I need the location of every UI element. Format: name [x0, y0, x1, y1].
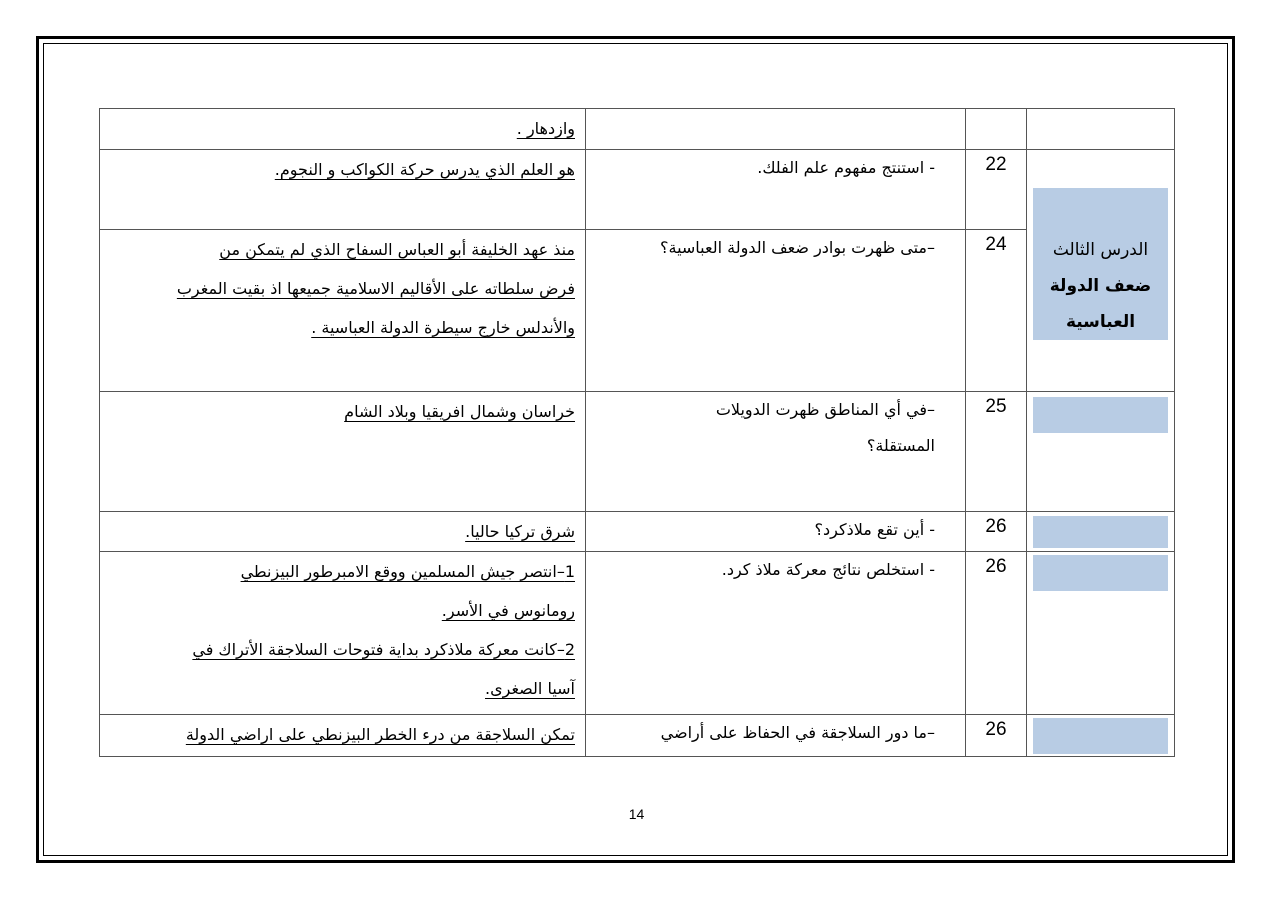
page-cell	[966, 109, 1027, 150]
page-number: 14	[628, 806, 645, 822]
table-row	[100, 552, 1175, 715]
page-cell: 26	[966, 552, 1027, 715]
answer-line: والأندلس خارج سيطرة الدولة العباسية .	[311, 318, 575, 337]
page-cell: 26	[966, 512, 1027, 552]
lesson-cell	[1027, 512, 1175, 552]
lesson-cell	[1027, 552, 1175, 715]
page-cell: 26	[966, 715, 1027, 757]
answer-cell	[100, 715, 586, 757]
answer-cell	[100, 230, 586, 392]
answer-line: منذ عهد الخليفة أبو العباس السفاح الذي لم يتمكن من	[219, 240, 575, 259]
answer-cell	[100, 150, 586, 230]
question-cell: - استنتج مفهوم علم الفلك.	[586, 150, 966, 230]
lesson-title-cell	[1027, 150, 1175, 392]
table-row	[100, 150, 1175, 230]
page-cell: 25	[966, 392, 1027, 512]
lesson-shade	[1033, 188, 1168, 228]
question-cell	[586, 109, 966, 150]
answer-line: 1–انتصر جيش المسلمين ووقع الامبرطور البيزنطي	[240, 562, 575, 581]
answer-line: رومانوس في الأسر.	[441, 601, 575, 620]
answer-cell	[100, 109, 586, 150]
answer-line: هو العلم الذي يدرس حركة الكواكب و النجوم.	[274, 160, 575, 179]
question-cell: - أين تقع ملاذكرد؟	[586, 512, 966, 552]
table-row	[100, 392, 1175, 512]
table-row	[100, 109, 1175, 150]
answer-line: وازدهار .	[516, 119, 575, 138]
lesson-qa-table	[99, 108, 1175, 757]
answer-line: تمكن السلاجقة من درء الخطر البيزنطي على اراضي الدولة	[185, 725, 575, 744]
lesson-cell	[1027, 392, 1175, 512]
page-cell: 22	[966, 150, 1027, 230]
answer-line: فرض سلطاته على الأقاليم الاسلامية جميعها اذ بقيت المغرب	[176, 279, 575, 298]
question-cell: –ما دور السلاجقة في الحفاظ على أراضي	[586, 715, 966, 757]
lesson-shade	[1033, 718, 1168, 754]
answer-line: شرق تركيا حاليا.	[465, 522, 575, 541]
table-row	[100, 715, 1175, 757]
question-cell: –متى ظهرت بوادر ضعف الدولة العباسية؟	[586, 230, 966, 392]
answer-line: خراسان وشمال افريقيا وبلاد الشام	[344, 402, 575, 421]
answer-cell	[100, 392, 586, 512]
question-cell: - استخلص نتائج معركة ملاذ كرد.	[586, 552, 966, 715]
table-row	[100, 230, 1175, 392]
lesson-cell	[1027, 109, 1175, 150]
lesson-shade	[1033, 516, 1168, 548]
lesson-cell	[1027, 715, 1175, 757]
answer-cell	[100, 512, 586, 552]
answer-cell	[100, 552, 586, 715]
question-cell: –في أي المناطق ظهرت الدويلات المستقلة؟	[586, 392, 966, 512]
lesson-title: الدرس الثالث ضعف الدولة العباسية	[1033, 228, 1168, 340]
answer-line: 2–كانت معركة ملاذكرد بداية فتوحات السلاجقة الأتراك في	[192, 640, 575, 659]
answer-line: آسيا الصغرى.	[485, 679, 575, 698]
table-row	[100, 512, 1175, 552]
page-cell: 24	[966, 230, 1027, 392]
lesson-shade	[1033, 397, 1168, 433]
lesson-shade	[1033, 555, 1168, 591]
